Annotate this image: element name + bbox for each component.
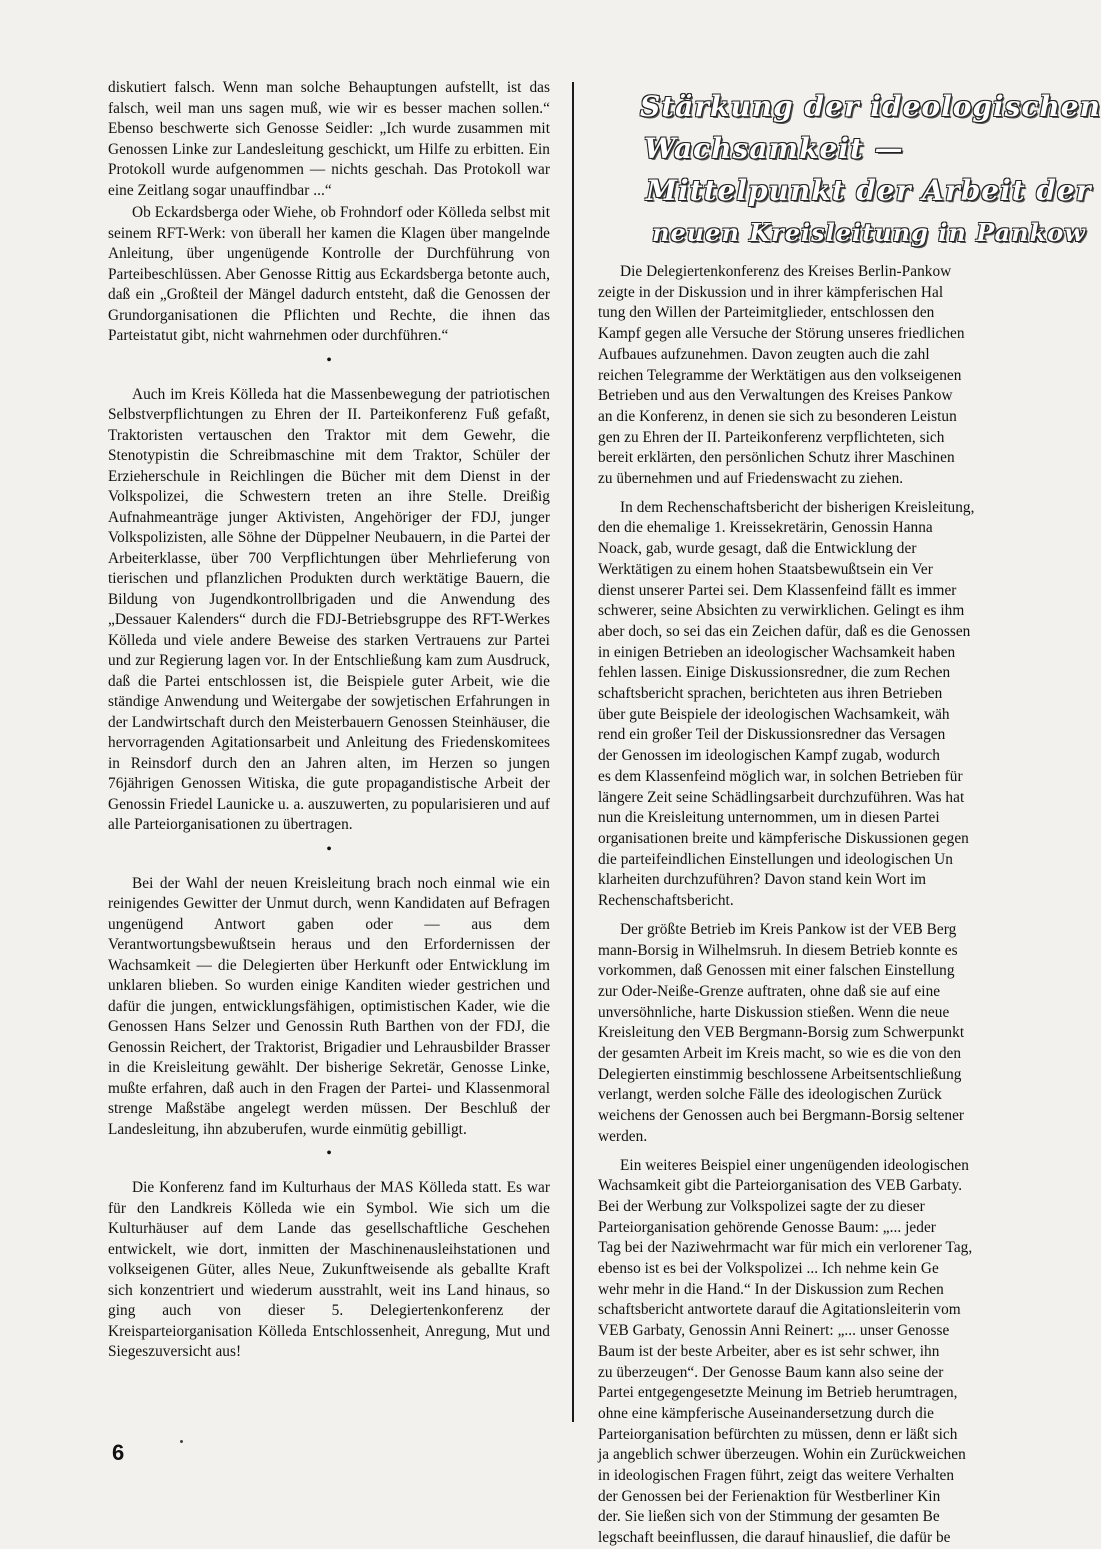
right-paragraph-4 bbox=[598, 1156, 1024, 1549]
text-line: an die Konferenz, in denen sie sich zu besonderen Leistun bbox=[598, 407, 957, 425]
text-line: Noack, gab, wurde gesagt, daß die Entwicklung der bbox=[598, 540, 917, 558]
text-line: VEB Garbaty, Genossin Anni Reinert: „... unser Genosse bbox=[598, 1322, 950, 1340]
text-line: längere Zeit seine Schädlingsarbeit durchzuführen. Was hat bbox=[598, 788, 965, 806]
text-line: nun die Kreisleitung unternommen, um in diesen Partei bbox=[598, 809, 940, 827]
text-line: tung den Willen der Parteimitglieder, entschlossen den bbox=[598, 304, 935, 322]
text-line: Betrieben und aus den Verwaltungen des Kreises Pankow bbox=[598, 387, 953, 405]
text-line: rend ein großer Teil der Diskussionsredner das Versagen bbox=[598, 726, 946, 744]
text-line: unversöhnliche, harte Diskussion stießen. Wenn die neue bbox=[598, 1003, 950, 1021]
text-line: verlangt, werden solche Fälle des ideologischen Zurück bbox=[598, 1086, 942, 1104]
left-paragraph-5: Die Konferenz fand im Kulturhaus der MAS Kölleda statt. Es war für den Landkreis Kölleda wie ein Symbol. Wie sich um die Kulturhäuser auf dem Lande das gesellschaftliche Geschehen entwickelt, wie dort, inmitten der Maschinenausleihstationen und volkseigenen Güter, alles Neue, Zukunftweisende als geballte Kraft sich konzentriert und wiederum ausstrahlt, weit ins Land hinaus, so ging auch von dieser 5. Delegiertenkonferenz der Kreisparteiorganisation Kölleda Entschlossenheit, Anregung, Mut und Siegeszuversicht aus! bbox=[108, 1179, 550, 1360]
text-line: Der größte Betrieb im Kreis Pankow ist der VEB Berg bbox=[620, 920, 957, 938]
text-line: gen zu Ehren der II. Parteikonferenz verpflichteten, sich bbox=[598, 428, 945, 446]
text-line: organisationen breite und kämpferische Diskussionen gegen bbox=[598, 829, 969, 847]
print-speck bbox=[180, 1440, 183, 1443]
text-line: Partei entgegengesetzte Meinung im Betrieb herumtragen, bbox=[598, 1384, 958, 1402]
text-line: aber doch, so sei das ein Zeichen dafür, daß es die Genossen bbox=[598, 622, 971, 640]
text-line: zeigte in der Diskussion und in ihrer kämpferischen Hal bbox=[598, 283, 944, 301]
text-line: zu übernehmen und auf Friedenswacht zu ziehen. bbox=[598, 470, 904, 488]
text-line: Bei der Werbung zur Volkspolizei sagte der zu dieser bbox=[598, 1197, 925, 1215]
text-line: klarheiten durchzuführen? Davon stand kein Wort im bbox=[598, 871, 927, 889]
text-line: es dem Klassenfeind möglich war, in solchen Betrieben für bbox=[598, 767, 963, 785]
left-paragraph-1: diskutiert falsch. Wenn man solche Behauptungen aufstellt, ist das falsch, weil man uns sagen muß, wie wir es besser machen sollen.“ Ebenso beschwerte sich Genosse Seidler: „Ich wurde zusammen mit Genossen Linke zur Landesleitung geschickt, um Hilfe zu erbitten. Ein Protokoll wurde aufgenommen — nichts geschah. Das Protokoll war eine Zeitlang sogar unauffindbar ...“ bbox=[108, 79, 550, 199]
text-line: ohne eine kämpferische Auseinandersetzung durch die bbox=[598, 1404, 934, 1422]
headline-line-1: Stärkung der ideologischen bbox=[640, 90, 1101, 123]
text-line: wehr mehr in die Hand.“ In der Diskussion zum Rechen bbox=[598, 1280, 944, 1298]
page-number: 6 bbox=[112, 1440, 125, 1465]
text-line: Tag bei der Naziwehrmacht war für mich ein verlorener Tag, bbox=[598, 1239, 973, 1257]
left-paragraph-2: Ob Eckardsberga oder Wiehe, ob Frohndorf oder Kölleda selbst mit seinem RFT-Werk: von überall her kamen die Klagen über mangelnde Anleitung, über ungenügende Kontrolle der Durchführung von Parteibeschlüssen. Aber Genosse Rittig aus Eckardsberga betonte auch, daß ein „Großteil der Mängel dadurch entsteht, daß die Genossen der Grundorganisationen die Pflichten und Rechte, die ihnen das Parteistatut gibt, nicht wahrnehmen oder durchführen.“ bbox=[108, 204, 550, 344]
text-line: In dem Rechenschaftsbericht der bisherigen Kreisleitung, bbox=[620, 498, 975, 516]
column-divider bbox=[572, 82, 574, 1422]
text-line: der gesamten Arbeit im Kreis macht, so wie es die von den bbox=[598, 1045, 962, 1063]
left-paragraph-4: Bei der Wahl der neuen Kreisleitung brach noch einmal wie ein reinigendes Gewitter der Unmut durch, wenn Kandidaten auf Befragen ungenügend Antwort gaben oder — aus dem Verantwortungsbewußtsein heraus und den Erfordernissen der Wachsamkeit — die Delegierten über Herkunft oder Entwicklung im unklaren blieben. So wurden einige Kanditen wieder gestrichen und dafür die jungen, entwicklungsfähigen, optimistischen Kader, wie die Genossen Hans Selzer und Genossin Ruth Barthen von der FDJ, die Genossin Reichert, der Traktorist, Brigadier und Lehrausbilder Brasser in die Kreisleitung gewählt. Der bisherige Sekretär, Genosse Linke, mußte erfahren, daß auch in den Fragen der Partei- und Klassenmoral strenge Maßstäbe angelegt werden müssen. Der Beschluß der Landesleitung, ihn abzuberufen, wurde einmütig gebilligt. bbox=[108, 874, 550, 1138]
right-paragraph-2 bbox=[598, 498, 1024, 912]
text-line: zur Oder-Neiße-Grenze auftraten, ohne daß sie auf eine bbox=[598, 982, 941, 1000]
headline-line-3: Mittelpunkt der Arbeit der bbox=[646, 174, 1092, 207]
text-line: werden. bbox=[598, 1127, 648, 1145]
right-column bbox=[598, 262, 1024, 1549]
text-line: der Genossen bei der Ferienaktion für Westberliner Kin bbox=[598, 1487, 941, 1505]
text-line: Kreisleitung den VEB Bergmann-Borsig zum Schwerpunkt bbox=[598, 1024, 965, 1042]
headline-line-2: Wachsamkeit — bbox=[644, 132, 904, 165]
right-paragraph-1 bbox=[598, 262, 1024, 490]
left-column bbox=[108, 78, 550, 1363]
text-line: weichens der Genossen auch bei Bergmann-Borsig seltener bbox=[598, 1107, 965, 1125]
text-line: zu überzeugen“. Der Genosse Baum kann also seine der bbox=[598, 1363, 944, 1381]
article-headline bbox=[640, 86, 1101, 256]
section-separator: • bbox=[326, 1145, 332, 1162]
text-line: über gute Beispiele der ideologischen Wachsamkeit, wäh bbox=[598, 705, 950, 723]
text-line: in einigen Betrieben an ideologischer Wachsamkeit haben bbox=[598, 643, 956, 661]
text-line: Werktätigen zu einem hohen Staatsbewußtsein ein Ver bbox=[598, 560, 933, 578]
right-paragraph-3 bbox=[598, 920, 1024, 1148]
text-line: Aufbaues aufzunehmen. Davon zeugten auch die zahl bbox=[598, 345, 930, 363]
text-line: legschaft beeinflussen, die darauf hinauslief, die dafür be bbox=[598, 1529, 951, 1547]
text-line: der Genossen im ideologischen Kampf zugab, wodurch bbox=[598, 747, 940, 765]
text-line: der. Sie ließen sich von der Stimmung der gesamten Be bbox=[598, 1508, 940, 1526]
text-line: Kampf gegen alle Versuche der Störung unseres friedlichen bbox=[598, 325, 965, 343]
text-line: in ideologischen Fragen führt, zeigt das weitere Verhalten bbox=[598, 1467, 955, 1485]
text-line: Parteiorganisation gehörende Genosse Baum: „... jeder bbox=[598, 1218, 936, 1236]
text-line: Baum ist der beste Arbeiter, aber es ist sehr schwer, ihn bbox=[598, 1342, 940, 1360]
text-line: schaftsbericht sprachen, berichteten aus ihren Betrieben bbox=[598, 685, 943, 703]
section-separator: • bbox=[326, 840, 332, 858]
text-line: Rechenschaftsbericht. bbox=[598, 892, 734, 910]
text-line: Parteiorganisation befürchten zu müssen, denn er läßt sich bbox=[598, 1425, 958, 1443]
left-paragraph-3: Auch im Kreis Kölleda hat die Massenbewegung der patriotischen Selbstverpflichtungen zu Ehren der II. Parteikonferenz Fuß gefaßt, Traktoristen vertauschen den Traktor mit dem Gewehr, die Stenotypistin die Schreibmaschine mit dem Traktor, Schüler der Erzieherschule in Reichlingen die Bücher mit dem Dienst in der Volkspolizei, die Schwestern treten an ihre Stelle. Dreißig Aufnahmeanträge junger Aktivisten, Angehöriger der FDJ, junger Volkspolizisten, alle Söhne der Düppelner Neubauern, in die Partei der Arbeiterklasse, über 700 Verpflichtungen über Mehrlieferung von tierischen und pflanzlichen Produkten durch werktätige Bauern, die Bildung von Jugendkontrollbrigaden und die Anwendung des „Dessauer Kalenders“ durch die FDJ-Betriebsgruppe des RFT-Werkes Kölleda und viele andere Beweise des starken Vertrauens zur Partei und zur Regierung lagen vor. In der Entschließung kam zum Ausdruck, daß die Partei entschlossen ist, die Beispiele guter Arbeit, wie die ständige Anwendung und Weitergabe der sowjetischen Erfahrungen in der Landwirtschaft durch den Meisterbauern Genossen Steinhäuser, die hervorragenden Agitationsarbeit und Anleitung des Friedenskomitees in Reinsdorf durch den an Jahren alten, im Herzen so jungen 76jährigen Genossen Witiska, die gute propagandistische Arbeit der Genossin Friedel Launicke u. a. auszuwerten, zu popularisieren und auf alle Parteiorganisationen zu übertragen. bbox=[108, 385, 550, 833]
text-line: den die ehemalige 1. Kreissekretärin, Genossin Hanna bbox=[598, 519, 933, 537]
text-line: ja angeblich schwer überzeugen. Wohin ein Zurückweichen bbox=[598, 1446, 966, 1464]
text-line: Ein weiteres Beispiel einer ungenügenden ideologischen bbox=[620, 1156, 969, 1174]
text-line: mann-Borsig in Wilhelmsruh. In diesem Betrieb konnte es bbox=[598, 941, 958, 959]
text-line: die parteifeindlichen Einstellungen und ideologischen Un bbox=[598, 850, 953, 868]
text-line: vorkommen, daß Genossen mit einer falschen Einstellung bbox=[598, 962, 955, 980]
text-line: Wachsamkeit gibt die Parteiorganisation des VEB Garbaty. bbox=[598, 1177, 963, 1195]
text-line: reichen Telegramme der Werktätigen aus den volkseigenen bbox=[598, 366, 962, 384]
text-line: ebenso ist es bei der Volkspolizei ... Ich nehme kein Ge bbox=[598, 1260, 939, 1278]
text-line: schwerer, seine Absichten zu verwirklichen. Gelingt es ihm bbox=[598, 602, 965, 620]
text-line: Die Delegiertenkonferenz des Kreises Berlin-Pankow bbox=[620, 263, 952, 280]
headline-line-4: neuen Kreisleitung in Pankow bbox=[652, 218, 1086, 247]
text-line: fehlen lassen. Einige Diskussionsredner, die zum Rechen bbox=[598, 664, 951, 682]
text-line: bereit erklärten, den persönlichen Schutz ihrer Maschinen bbox=[598, 449, 955, 467]
text-line: Delegierten einstimmig beschlossene Arbeitsentschließung bbox=[598, 1065, 962, 1083]
section-separator: • bbox=[326, 351, 332, 369]
text-line: schaftsbericht antwortete darauf die Agitationsleiterin vom bbox=[598, 1301, 961, 1319]
text-line: dienst unserer Partei sei. Dem Klassenfeind fällt es immer bbox=[598, 581, 957, 599]
